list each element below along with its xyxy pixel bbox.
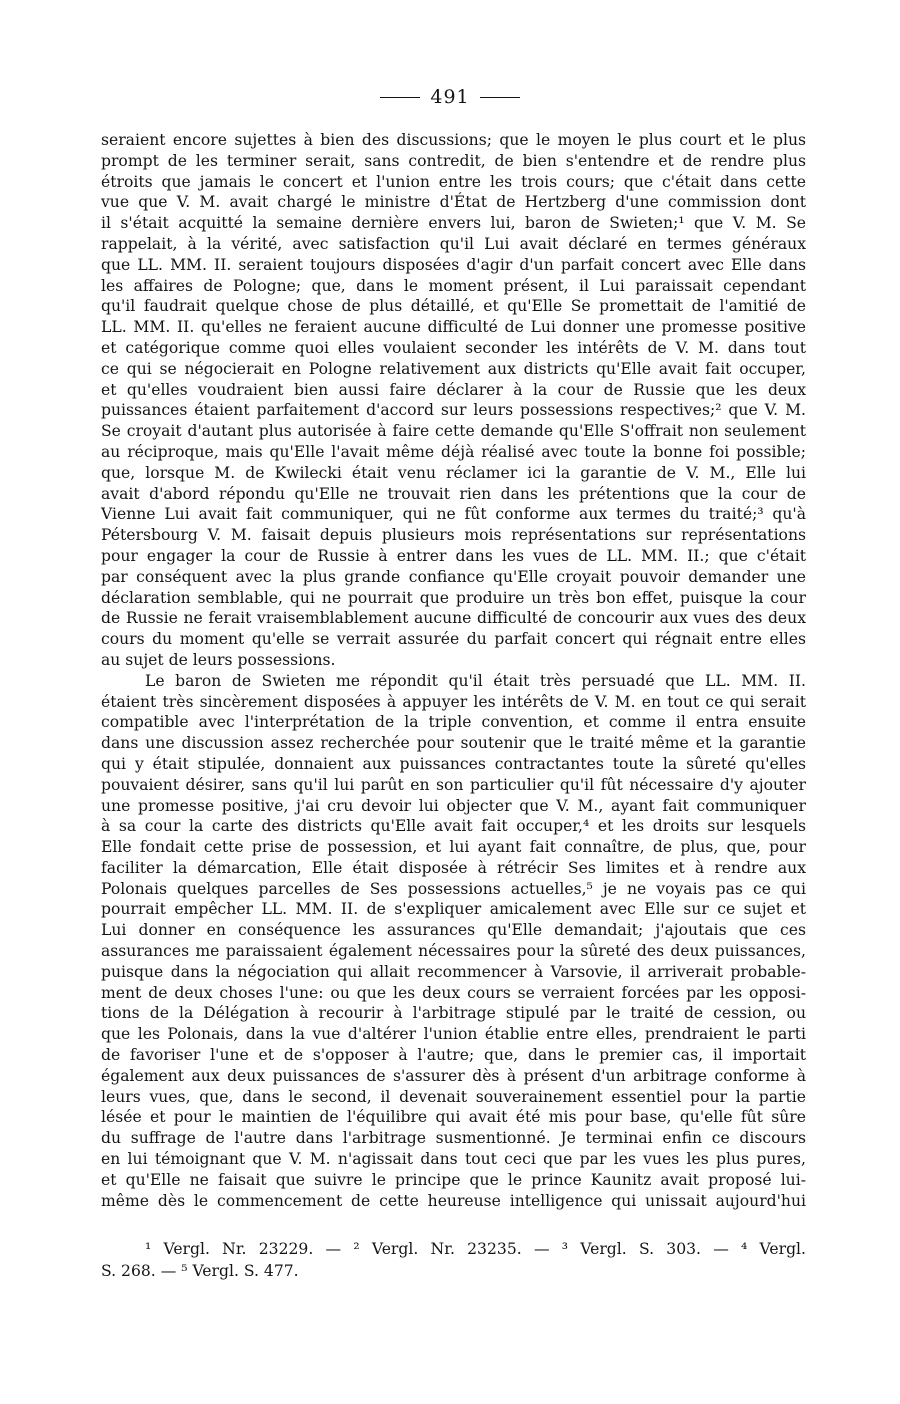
text-line: au sujet de leurs possessions. <box>101 650 336 669</box>
text-line: même dès le commencement de cette heureuse intelligence qui unissait aujourd'hui <box>101 1191 806 1210</box>
text-line: une promesse positive, j'ai cru devoir lui objecter que V. M., ayant fait communiquer <box>101 796 806 815</box>
text-line: en lui témoignant que V. M. n'agissait dans tout ceci que par les vues les plus pures, <box>101 1150 806 1169</box>
text-line: et qu'elles voudraient bien aussi faire déclarer à la cour de Russie que les deux <box>101 380 806 399</box>
text-line: et qu'Elle ne faisait que suivre le principe que le prince Kaunitz avait proposé lui- <box>101 1170 806 1189</box>
header-rule-right <box>480 97 520 98</box>
text-line: ment de deux choses l'une: ou que les deux cours se verraient forcées par les opposi- <box>101 983 806 1002</box>
header-rule-left <box>380 97 420 98</box>
text-line: cours du moment qu'elle se verrait assurée du parfait concert qui régnait entre elles <box>101 630 806 649</box>
text-line: Lui donner en conséquence les assurances qu'Elle demandait; j'ajoutais que ces <box>101 921 806 940</box>
text-line: pourrait empêcher LL. MM. II. de s'expliquer amicalement avec Elle sur ce sujet et <box>101 900 806 919</box>
text-line: Se croyait d'autant plus autorisée à faire cette demande qu'Elle S'offrait non seulement <box>101 422 806 441</box>
text-line: et catégorique comme quoi elles voulaient seconder les intérêts de V. M. dans tout <box>101 338 806 357</box>
text-line: de Russie ne ferait vraisemblablement aucune difficulté de concourir aux vues des deux <box>101 609 806 628</box>
text-line: leurs vues, que, dans le second, il devenait souverainement essentiel pour la partie <box>101 1087 806 1106</box>
text-line: dans une discussion assez recherchée pour soutenir que le traité même et la garantie <box>101 734 806 753</box>
text-line: déclaration semblable, qui ne pourrait que produire un très bon effet, puisque la cour <box>101 588 806 607</box>
footnote-line: ¹ Vergl. Nr. 23229. — ² Vergl. Nr. 23235. — ³ Vergl. S. 303. — ⁴ Vergl. <box>145 1240 806 1258</box>
text-line: ce qui se négocierait en Pologne relativement aux districts qu'Elle avait fait occuper, <box>101 359 806 378</box>
text-line: également aux deux puissances de s'assurer dès à présent d'un arbitrage conforme à <box>101 1066 806 1085</box>
text-line: rappelait, à la vérité, avec satisfaction qu'il Lui avait déclaré en termes généraux <box>101 234 806 253</box>
text-line: à sa cour la carte des districts qu'Elle avait fait occuper,⁴ et les droits sur lesquels <box>101 817 806 836</box>
text-line: Vienne Lui avait fait communiquer, qui ne fût conforme aux termes du traité;³ qu'à <box>101 505 806 524</box>
text-line: seraient encore sujettes à bien des discussions; que le moyen le plus court et le plus <box>101 131 806 149</box>
text-line: faciliter la démarcation, Elle était disposée à rétrécir Ses limites et à rendre aux <box>101 858 806 877</box>
page-header <box>0 86 900 108</box>
text-line: Elle fondait cette prise de possession, et lui ayant fait connaître, de plus, que, pour <box>101 838 806 857</box>
page-number: 491 <box>430 86 470 108</box>
text-line: de favoriser l'une et de s'opposer à l'autre; que, dans le premier cas, il importait <box>101 1046 806 1065</box>
text-line: que les Polonais, dans la vue d'altérer l'union établie entre elles, prendraient le parti <box>101 1025 806 1044</box>
text-line: lésée et pour le maintien de l'équilibre qui avait été mis pour base, qu'elle fût sûre <box>101 1108 806 1127</box>
text-line: puissances étaient parfaitement d'accord sur leurs possessions respectives;² que V. M. <box>101 401 806 420</box>
text-line: qui y était stipulée, donnaient aux puissances contractantes toute la sûreté qu'elles <box>101 754 806 773</box>
text-line: assurances me paraissaient également nécessaires pour la sûreté des deux puissances, <box>101 942 806 961</box>
paragraph-2 <box>101 671 806 1212</box>
footnotes <box>101 1238 806 1282</box>
text-line: qu'il faudrait quelque chose de plus détaillé, et qu'Elle Se promettait de l'amitié de <box>101 297 806 316</box>
body-text <box>101 130 806 1211</box>
text-line: Le baron de Swieten me répondit qu'il était très persuadé que LL. MM. II. <box>145 671 806 690</box>
text-line: vue que V. M. avait chargé le ministre d'État de Hertzberg d'une commission dont <box>101 193 806 212</box>
text-line: il s'était acquitté la semaine dernière envers lui, baron de Swieten;¹ que V. M. Se <box>101 214 806 233</box>
text-line: pouvaient désirer, sans qu'il lui parût en son particulier qu'il fût nécessaire d'y ajouter <box>101 775 806 794</box>
text-line: Pétersbourg V. M. faisait depuis plusieurs mois représentations sur représentations <box>101 526 806 545</box>
text-line: tions de la Délégation à recourir à l'arbitrage stipulé par le traité de cession, ou <box>101 1004 806 1023</box>
text-line: puisque dans la négociation qui allait recommencer à Varsovie, il arriverait probable- <box>101 962 806 981</box>
paragraph-1 <box>101 130 806 671</box>
text-line: avait d'abord répondu qu'Elle ne trouvait rien dans les prétentions que la cour de <box>101 484 806 503</box>
text-line: compatible avec l'interprétation de la triple convention, et comme il entra ensuite <box>101 713 806 732</box>
text-line: que LL. MM. II. seraient toujours disposées d'agir d'un parfait concert avec Elle dans <box>101 255 806 274</box>
text-line: par conséquent avec la plus grande confiance qu'Elle croyait pouvoir demander une <box>101 567 806 586</box>
text-line: étroits que jamais le concert et l'union entre les trois cours; que c'était dans cette <box>101 172 806 191</box>
text-line: Polonais quelques parcelles de Ses possessions actuelles,⁵ je ne voyais pas ce qui <box>101 879 806 898</box>
text-line: au réciproque, mais qu'Elle l'avait même déjà réalisé avec toute la bonne foi possible; <box>101 442 806 461</box>
text-line: que, lorsque M. de Kwilecki était venu réclamer ici la garantie de V. M., Elle lui <box>101 463 806 482</box>
text-line: étaient très sincèrement disposées à appuyer les intérêts de V. M. en tout ce qui serait <box>101 692 806 711</box>
footnote-line: S. 268. — ⁵ Vergl. S. 477. <box>101 1262 299 1280</box>
text-line: prompt de les terminer serait, sans contredit, de bien s'entendre et de rendre plus <box>101 151 806 170</box>
text-line: du suffrage de l'autre dans l'arbitrage susmentionné. Je terminai enfin ce discours <box>101 1129 806 1148</box>
text-line: pour engager la cour de Russie à entrer dans les vues de LL. MM. II.; que c'était <box>101 546 806 565</box>
text-line: les affaires de Pologne; que, dans le moment présent, il Lui paraissait cependant <box>101 276 806 295</box>
text-line: LL. MM. II. qu'elles ne feraient aucune difficulté de Lui donner une promesse positive <box>101 318 806 337</box>
